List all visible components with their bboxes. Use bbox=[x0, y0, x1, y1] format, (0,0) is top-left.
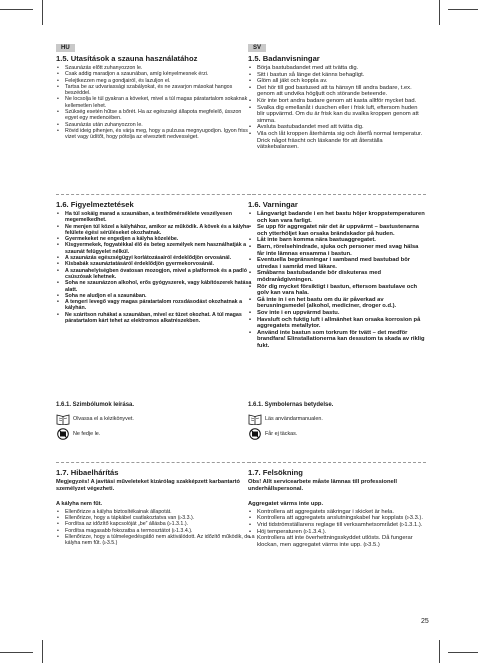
list-item: • Fordítsa magasabb fokozatba a termosztátot (▹1.3.4.). bbox=[56, 528, 255, 534]
do-not-cover-icon bbox=[248, 428, 262, 440]
list-item: • Kontrollera att inte överhettningsskyddet utlösts. Då fungerar klockan, men aggregatet värms inte upp. (▹3.5.) bbox=[248, 535, 426, 548]
symbol-text: Ne fedje le. bbox=[73, 431, 101, 437]
list-item: • Kisbabák szaunáztatásáról érdeklődjön gyermekorvosánál. bbox=[56, 261, 255, 267]
symbol-text: Läs användarmanualen. bbox=[265, 416, 323, 422]
list-item: • Felejtkezzen meg a gondjairól, és lazuljon el. bbox=[56, 78, 255, 84]
do-not-cover-icon bbox=[56, 428, 70, 440]
section-troubleshooting bbox=[248, 468, 426, 548]
problem-title: A kályha nem fűt. bbox=[56, 501, 103, 508]
list-item: • Kör inte bort andra badare genom att kasta alltför mycket bad. bbox=[248, 98, 426, 105]
list-item: • Csak addig maradjon a szaunában, amíg kényelmesnek érzi. bbox=[56, 71, 255, 77]
troubleshooting-list bbox=[248, 509, 426, 549]
section-troubleshooting bbox=[56, 468, 255, 547]
list-item: • Kontrollera att aggregatets säkringar i skicket är hela. bbox=[248, 509, 426, 516]
list-item: • Småbarns bastubadande bör diskuteras med mödrarådgivningen. bbox=[248, 270, 426, 283]
crop-mark-tr-h bbox=[448, 9, 478, 10]
list-item: • Höj temperaturen (▹1.3.4.). bbox=[248, 529, 426, 536]
list-item: • A tengeri levegő vagy magas páratartalom rozsdásodást okozhatnak a kályhán. bbox=[56, 299, 255, 312]
list-item: • Ne menjen túl közel a kályhához, amikor az működik. A kövek és a kályha felülete égési sérüléseket okozhatnak. bbox=[56, 224, 255, 237]
list-item: • Vila och låt kroppen återhämta sig och återfå normal temperatur. Drick något fräscht och läskande för att återställa vätskebalansen. bbox=[248, 131, 426, 151]
warning-list bbox=[56, 211, 255, 324]
list-item: • Soha ne szaunázzon alkohol, erős gyógyszerek, vagy kábítószerek hatása alatt. bbox=[56, 280, 255, 293]
column-hungarian bbox=[56, 36, 255, 636]
list-item: • Vrid tidströmställarens reglage till verksamhetsområdet (▹1.3.1.). bbox=[248, 522, 426, 529]
section-title: 1.7. Hibaelhárítás bbox=[56, 468, 119, 477]
language-tag: SV bbox=[248, 44, 266, 52]
crop-mark-bl-h bbox=[0, 652, 33, 653]
list-item: • Ne locsolja le túl gyakran a köveket, mivel a túl magas páratartalom sokaknak kellemetlen lehet. bbox=[56, 96, 255, 109]
section-symbols bbox=[56, 402, 255, 442]
instruction-list bbox=[56, 65, 255, 141]
symbol-row bbox=[248, 412, 426, 426]
list-item: • Ellenőrizze, hogy a tápkábel csatlakoztatva van (▹3.3.). bbox=[56, 515, 255, 521]
list-item: • Ellenőrizze a kályha biztosítékainak állapotát. bbox=[56, 509, 255, 515]
list-item: • Soha ne aludjon el a szaunában. bbox=[56, 293, 255, 299]
list-item: • Använd inte bastun som torkrum för tvätt – det medför brandfara! Elinstallationerna kan dessutom ta skada av riklig fukt. bbox=[248, 330, 426, 350]
list-item: • Ha túl sokáig marad a szaunában, a testhőmérséklete veszélyesen megemelkedhet. bbox=[56, 211, 255, 224]
page-number: 25 bbox=[421, 618, 429, 625]
section-title: 1.6. Varningar bbox=[248, 200, 298, 209]
list-item: • Långvarigt badande i en het bastu höjer kroppstemperaturen och kan vara farligt. bbox=[248, 211, 426, 224]
service-note: Obs! Allt servicearbete måste lämnas till professionell underhållspersonal. bbox=[248, 479, 397, 492]
list-item: • Det hör till god bastused att ta hänsyn till andra badare, t.ex. genom att undvika högljutt och störande beteende. bbox=[248, 85, 426, 98]
list-item: • Glöm all jäkt och koppla av. bbox=[248, 78, 426, 85]
column-swedish bbox=[248, 36, 426, 636]
symbol-text: Olvassa el a kézikönyvet. bbox=[73, 416, 134, 422]
crop-mark-br-h bbox=[448, 652, 478, 653]
list-item: • A szaunahelyiségben óvatosan mozogjon, mivel a platformok és a padló csúszósak lehetnek. bbox=[56, 268, 255, 281]
problem-title: Aggregatet värms inte upp. bbox=[248, 501, 324, 508]
read-manual-icon bbox=[56, 413, 70, 425]
list-item: • Havsluft och fuktig luft i allmänhet kan orsaka korrosion på aggregatets metallytor. bbox=[248, 317, 426, 330]
list-item: • Sitt i bastun så länge det känns behagligt. bbox=[248, 72, 426, 79]
read-manual-icon bbox=[248, 413, 262, 425]
crop-mark-tl-v bbox=[42, 0, 43, 25]
section-title: 1.7. Felsökning bbox=[248, 468, 303, 477]
warning-list bbox=[248, 211, 426, 349]
service-note: Megjegyzés! A javítási műveleteket kizárólag szakképzett karbantartó személyzet végezheti. bbox=[56, 479, 240, 492]
list-item: • Börja bastubadandet med att tvätta dig. bbox=[248, 65, 426, 72]
divider bbox=[56, 462, 255, 463]
list-item: • Gå inte in i en het bastu om du är påverkad av berusningsmedel (alkohol, mediciner, droger o.d.). bbox=[248, 297, 426, 310]
section-title: 1.5. Badanvisningar bbox=[248, 54, 320, 63]
crop-mark-tl-h bbox=[0, 9, 33, 10]
section-title: 1.6. Figyelmeztetések bbox=[56, 200, 134, 209]
crop-mark-tr-v bbox=[439, 0, 440, 25]
list-item: • A szaunázás egészségügyi korlátozásairól érdeklődjön orvosánál. bbox=[56, 255, 255, 261]
list-item: • Se upp för aggregatet när det är uppvärmt – bastustenarna och ytterhöljet kan orsaka brändskador på huden. bbox=[248, 224, 426, 237]
symbol-row bbox=[248, 427, 426, 441]
list-item: • Ellenőrizze, hogy a túlmelegedésgátló nem aktiválódott. Az időzítő működik, de a kályha nem fűt. (▹3.5.) bbox=[56, 534, 255, 547]
section-warnings bbox=[248, 200, 426, 349]
symbol-row bbox=[56, 412, 255, 426]
crop-mark-br-v bbox=[439, 640, 440, 663]
divider bbox=[56, 194, 255, 195]
list-item: • Gyermekeket ne engedjen a kályha közelébe. bbox=[56, 236, 255, 242]
list-item: • Sov inte i en uppvärmd bastu. bbox=[248, 310, 426, 317]
symbol-text: Får ej täckas. bbox=[265, 431, 298, 437]
list-item: • Svalka dig emellanåt i duschen eller i frisk luft, eftersom huden blir uppvärmd. Om du är frisk kan du svalka kroppen genom att simma. bbox=[248, 105, 426, 125]
list-item: • Eventuella begränsningar i samband med bastubad bör utredas i samråd med läkare. bbox=[248, 257, 426, 270]
language-tag: HU bbox=[56, 44, 75, 52]
section-symbols bbox=[248, 402, 426, 442]
list-item: • Szükség esetén hűtse a bőrét. Ha az egészségi állapota megfelelő, ússzon egyet egy medencében. bbox=[56, 109, 255, 122]
list-item: • Kisgyermekek, fogyatékkal élő és beteg személyek nem használhatják a szaunát felügyelet nélkül. bbox=[56, 242, 255, 255]
list-item: • Kontrollera att aggregatets anslutningskabel har kopplats (▹3.3.). bbox=[248, 515, 426, 522]
section-warnings bbox=[56, 200, 255, 324]
list-item: • Szaunázás után zuhanyozzon le. bbox=[56, 122, 255, 128]
section-title: 1.5. Utasítások a szauna használatához bbox=[56, 54, 198, 63]
list-item: • Rör dig mycket försiktigt i bastun, eftersom bastulave och golv kan vara hala. bbox=[248, 284, 426, 297]
list-item: • Låt inte barn komma nära bastuaggregatet. bbox=[248, 237, 426, 244]
list-item: • Tartsa be az udvariassági szabályokat, és ne zavarjon másokat hangos beszéddel. bbox=[56, 84, 255, 97]
list-item: • Barn, rörelsehindrade, sjuka och personer med svag hälsa får inte lämnas ensamma i bastun. bbox=[248, 244, 426, 257]
list-item: • Avsluta bastubadandet med att tvätta dig. bbox=[248, 124, 426, 131]
list-item: • Ne szárítson ruhákat a szaunában, mivel ez tüzet okozhat. A túl magas páratartalom kárt tehet az elektromos alkatrészekben. bbox=[56, 312, 255, 325]
divider bbox=[248, 194, 426, 195]
section-title: 1.6.1. Symbolernas betydelse. bbox=[248, 402, 334, 408]
troubleshooting-list bbox=[56, 509, 255, 547]
list-item: • Fordítsa az időzítő kapcsolóját „be” állásba (▹1.3.1.). bbox=[56, 521, 255, 527]
crop-mark-bl-v bbox=[42, 640, 43, 663]
list-item: • Szaunázás előtt zuhanyozzon le. bbox=[56, 65, 255, 71]
instruction-list bbox=[248, 65, 426, 151]
list-item: • Rövid ideig pihenjen, és várja meg, hogy a pulzusa megnyugodjon. Igyon friss vizet vagy üdítőt, hogy pótolja az elvesztett nedvességet. bbox=[56, 128, 255, 141]
divider bbox=[248, 462, 426, 463]
section-title: 1.6.1. Szimbólumok leírása. bbox=[56, 402, 135, 408]
section-sauna-instructions bbox=[56, 54, 255, 141]
symbol-row bbox=[56, 427, 255, 441]
section-bath-instructions bbox=[248, 54, 426, 151]
